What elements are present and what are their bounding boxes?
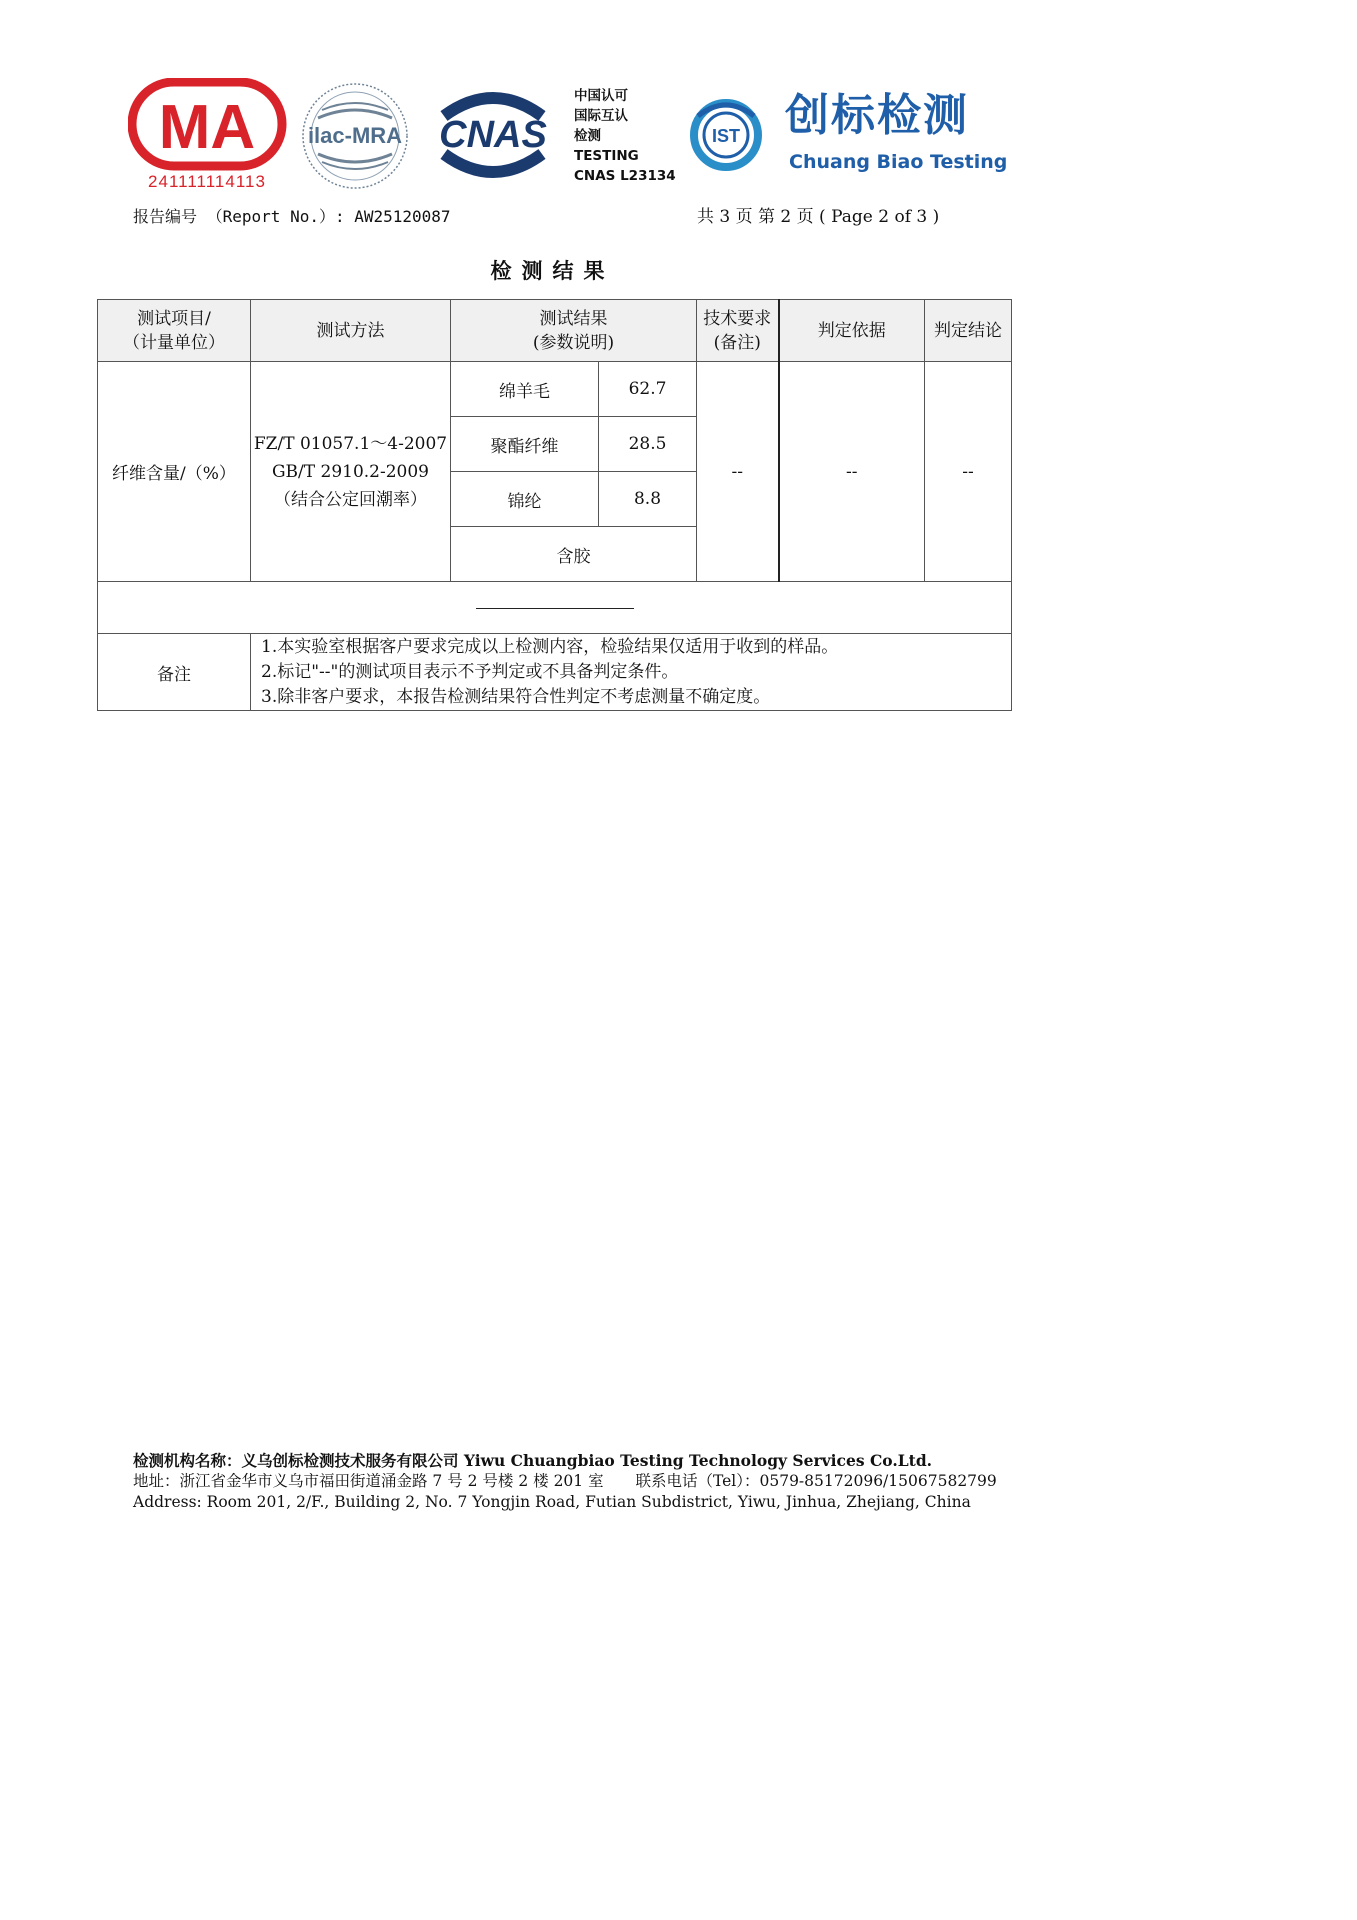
cnas-text-line: 中国认可	[574, 88, 628, 104]
method-line: GB/T 2910.2-2009	[271, 461, 430, 482]
requirement-cell: --	[697, 362, 779, 582]
header-item-unit: （计量单位）	[123, 332, 225, 353]
cnas-text-line: CNAS L23134	[574, 168, 676, 184]
cma-logo-text: MA	[158, 93, 256, 162]
footer-org-en: Yiwu Chuangbiao Testing Technology Services Co.Ltd.	[463, 1451, 933, 1470]
method-cell	[251, 362, 451, 582]
remark-line: 3.除非客户要求，本报告检测结果符合性判定不考虑测量不确定度。	[261, 686, 771, 707]
end-of-results-line	[476, 608, 634, 609]
cnas-logo	[428, 86, 558, 184]
table-header-row	[98, 300, 1012, 362]
method-line: FZ/T 01057.1～4-2007	[253, 433, 448, 454]
header-basis: 判定依据	[779, 300, 925, 362]
header-requirement-label: 技术要求	[703, 308, 772, 329]
ist-logo-text: IST	[711, 126, 741, 146]
footer-org-line	[133, 1450, 997, 1471]
remark-line: 1.本实验室根据客户要求完成以上检测内容，检验结果仅适用于收到的样品。	[261, 636, 839, 657]
ilac-logo-text: ilac-MRA	[307, 123, 403, 148]
cnas-accreditation-text	[574, 86, 676, 186]
header-requirement-note: (备注)	[713, 332, 761, 353]
footer	[133, 1450, 997, 1513]
cnas-text-line: 检测	[574, 128, 601, 144]
method-line: （结合公定回潮率）	[274, 489, 427, 510]
remarks-row	[98, 634, 1012, 711]
header-item-label: 测试项目/	[137, 308, 211, 329]
separator-row	[98, 582, 1012, 634]
footer-org-cn: 检测机构名称：义乌创标检测技术服务有限公司	[133, 1451, 459, 1470]
conclusion-cell: --	[925, 362, 1012, 582]
header-requirement	[697, 300, 779, 362]
fiber-name: 锦纶	[451, 472, 599, 527]
document-title: 检测结果	[490, 259, 615, 283]
remarks-label: 备注	[98, 634, 251, 711]
header-conclusion: 判定结论	[925, 300, 1012, 362]
extra-row-cell: 含胶	[451, 527, 697, 582]
fiber-value: 62.7	[599, 362, 697, 417]
remarks-cell	[251, 634, 1012, 711]
report-number: 报告编号 （Report No.）: AW25120087	[133, 207, 451, 226]
cnas-text-line: TESTING	[574, 148, 639, 164]
header-result	[451, 300, 697, 362]
results-table	[97, 299, 1012, 711]
header-result-label: 测试结果	[539, 308, 608, 329]
footer-address-line	[133, 1471, 997, 1492]
page-indicator: 共 3 页 第 2 页 ( Page 2 of 3 )	[697, 207, 940, 227]
basis-cell: --	[779, 362, 925, 582]
fiber-value: 28.5	[599, 417, 697, 472]
header-method: 测试方法	[251, 300, 451, 362]
footer-tel: 联系电话（Tel）：0579-85172096/15067582799	[635, 1472, 997, 1490]
brand-name-cn: 创标检测	[785, 90, 969, 141]
item-name-cell: 纤维含量/（%）	[98, 362, 251, 582]
fiber-name: 绵羊毛	[451, 362, 599, 417]
cma-logo	[128, 78, 288, 193]
fiber-name: 聚酯纤维	[451, 417, 599, 472]
fiber-value: 8.8	[599, 472, 697, 527]
brand-name-en: Chuang Biao Testing	[789, 151, 1008, 173]
header-item	[98, 300, 251, 362]
cma-code: 241111114113	[148, 172, 266, 191]
remark-line: 2.标记"--"的测试项目表示不予判定或不具备判定条件。	[261, 661, 679, 682]
table-row	[98, 362, 1012, 417]
ist-logo	[690, 94, 762, 176]
separator-cell	[98, 582, 1012, 634]
cnas-logo-text: CNAS	[439, 114, 547, 156]
cnas-text-line: 国际互认	[574, 108, 628, 124]
ilac-mra-logo	[298, 80, 413, 192]
footer-address-cn: 地址：浙江省金华市义乌市福田街道涌金路 7 号 2 号楼 2 楼 201 室	[133, 1472, 604, 1490]
footer-address-en: Address: Room 201, 2/F., Building 2, No. 7 Yongjin Road, Futian Subdistrict, Yiwu, Jinhua, Zhejiang, China	[133, 1493, 971, 1511]
header-result-note: (参数说明)	[532, 332, 615, 353]
